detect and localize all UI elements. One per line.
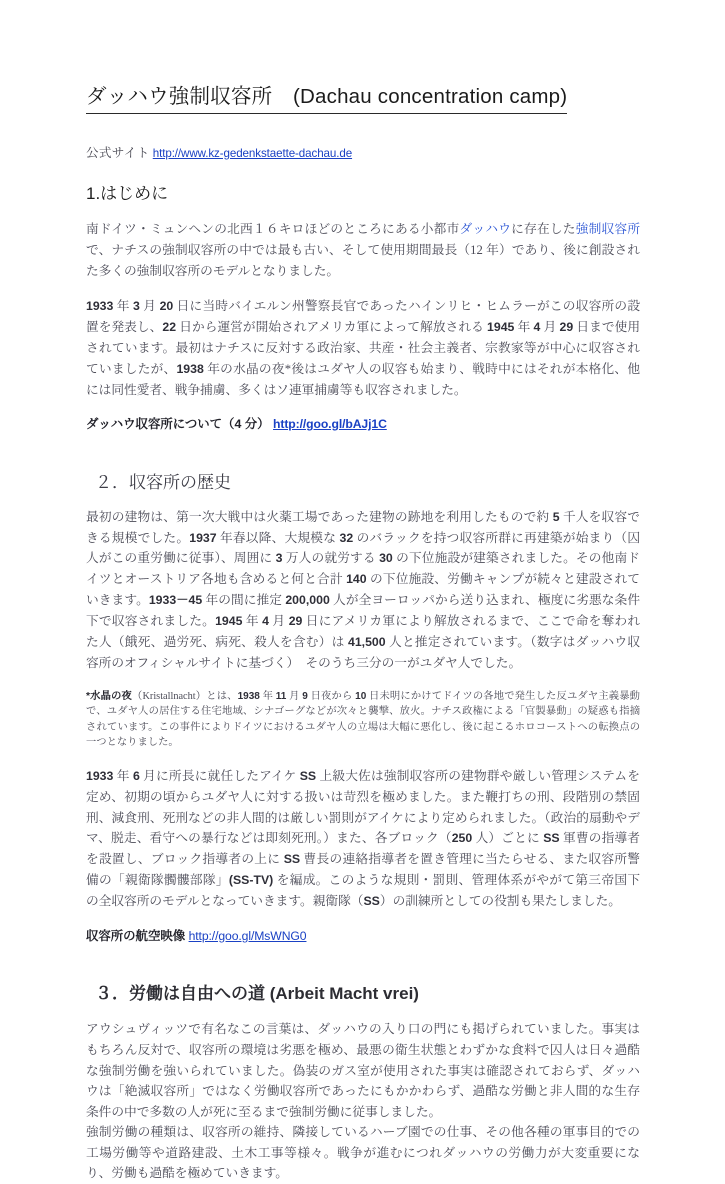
hist-p2-t4: 人）ごとに	[472, 831, 544, 846]
footnote-term: *水晶の夜	[86, 690, 132, 702]
eicke-year-1933: 1933	[86, 769, 114, 784]
hist-p2-t8: ）の訓練所としての役割も果たしました。	[379, 893, 621, 908]
hist-p2-t3: 上級大佐は強制収容所の建物群や厳しい管理システムを定め、初期の頃からユダヤ人に対する扱いは苛烈を極めました。また鞭打ちの刑、段階別の禁固刑、減食刑、死刑などの非人間的は厳しい罰則がアイケにより定められました。（政治的扇動やデマ、脱走、看守への暴行などは即刻死刑。）また、各ブロック（	[86, 769, 640, 846]
intro-paragraph-1	[86, 219, 640, 281]
year-1945-liberation: 1945	[215, 614, 243, 629]
official-site-line	[86, 144, 640, 163]
day-20: 20	[159, 299, 174, 314]
hist-p1-t3: のバラックを持つ収容所群に再建築が始まり（囚人がこの重労働に従事）、周囲に	[86, 530, 641, 566]
intro-p2-t3: 日に当時バイエルン州警察長官であったハインリヒ・ヒムラーがこの収容所の設置を発表し、	[86, 299, 641, 335]
ss-rank-1: SS	[299, 769, 317, 784]
hist-p1-t4: 万人の就労する	[282, 551, 380, 566]
day-22: 22	[162, 320, 177, 335]
intro-p1-text-b: に存在した	[511, 222, 576, 237]
year-1945: 1945	[487, 320, 515, 335]
day-29: 29	[559, 320, 574, 335]
footnote-year-1938: 1938	[237, 690, 260, 702]
hist-p1-t10: 月	[269, 614, 289, 629]
block-size-250: 250	[451, 831, 473, 846]
title-container	[86, 84, 640, 128]
count-5000: 5	[552, 509, 560, 524]
intro-p2-t2: 月	[139, 299, 160, 314]
footnote-t3: 日夜から	[307, 690, 356, 702]
footnote-t2: 月	[286, 690, 303, 702]
month-4: 4	[533, 320, 541, 335]
footnote-t1: 年	[259, 690, 276, 702]
intro-p2-t6: 月	[540, 320, 560, 335]
hist-p2-t7: を編成。このような規則・罰則、管理体系がやがて第三帝国下の全収容所のモデルとなっていきます。親衛隊（	[86, 872, 641, 908]
prisoners-200000: 200,000	[285, 593, 330, 608]
hist-p2-t1: 年	[113, 769, 133, 784]
intro-p2-t4: 日から運営が開始されアメリカ軍によって解放される	[176, 320, 488, 335]
intro-p1-text-a: 南ドイツ・ミュンヘンの北西１６キロほどのところにある小都市	[86, 222, 460, 237]
ss-rank-2: SS	[543, 831, 560, 846]
intro-media-link[interactable]: http://goo.gl/bAJj1C	[273, 417, 387, 432]
hist-p1-t6: の下位施設、労働キャンプが続々と建設されていきます。	[86, 572, 640, 608]
subcamps-140: 140	[346, 572, 367, 587]
hist-p1-t7: 年の間に推定	[202, 593, 286, 608]
hist-p2-t5: 軍曹の指導者を設置し、ブロック指導者の上に	[86, 831, 640, 867]
year-1937: 1937	[189, 530, 217, 545]
concentration-camp-inline-link[interactable]: 強制収容所	[575, 222, 641, 237]
official-site-label: 公式サイト	[86, 145, 150, 160]
intro-media-label: ダッハウ収容所について（4 分）	[86, 417, 270, 432]
footnote-t0: （Kristallnacht）とは、	[132, 690, 238, 702]
history-media-label: 収容所の航空映像	[86, 928, 186, 943]
hist-p1-t12: 人と推定されています。（数字はダッハウ収容所のオフィシャルサイトに基づく） そのうち三分の一がユダヤ人でした。	[86, 635, 641, 670]
footnote-month-11: 11	[275, 690, 287, 702]
month-3: 3	[133, 299, 140, 314]
history-media-line	[86, 927, 640, 946]
intro-paragraph-2	[86, 296, 640, 400]
dachau-inline-link[interactable]: ダッハウ	[459, 222, 512, 237]
footnote-t4: 日未明にかけてドイツの各地で発生した反ユダヤ主義暴動で、ユダヤ人の居住する住宅地域、シナゴーグなどが次々と襲撃、放火。ナチス政権による「官製暴動」の疑惑も指摘されています。この事件によりドイツにおけるユダヤ人の立場は大幅に悪化し、後に起こるホロコーストへの転換点の一つとなりました。	[86, 690, 640, 749]
intro-p2-t1: 年	[113, 299, 134, 314]
intro-p2-t8: 年の水晶の夜*後はユダヤ人の収容も始まり、戦時中にはそれが本格化、他には同性愛者、戦争捕虜、多くはソ連軍捕虜等も収容されました。	[86, 361, 641, 397]
deaths-41500: 41,500	[348, 635, 386, 650]
spacer-after-intro	[86, 448, 640, 472]
footnote-day-9: 9	[302, 690, 308, 702]
intro-media-line	[86, 415, 640, 434]
day-29-liberation: 29	[288, 614, 303, 629]
intro-p2-t7: 日まで使用されています。最初はナチスに反対する政治家、共産・社会主義者、宗教家等が中心に収容されていましたが、	[86, 320, 641, 376]
history-paragraph-1	[86, 507, 640, 674]
subcamps-30: 30	[379, 551, 393, 566]
hist-p1-t1: 千人を収容できる規模でした。	[86, 509, 640, 545]
year-1933: 1933	[86, 299, 114, 314]
heading-intro: 1.はじめに	[86, 183, 169, 203]
hist-p1-t2: 年春以降、大規模な	[216, 530, 340, 545]
month-4-liberation: 4	[262, 614, 269, 629]
workers-3man: 3	[275, 551, 283, 566]
official-site-link[interactable]: http://www.kz-gedenkstaette-dachau.de	[152, 146, 353, 160]
hist-p1-t5: の下位施設が建築されました。その他南ドイツとオーストリア各地も含めると何と合計	[86, 551, 640, 587]
history-media-link[interactable]: http://goo.gl/MsWNG0	[188, 928, 307, 943]
footnote-day-10: 10	[355, 690, 367, 702]
hist-p1-t9: 年	[242, 614, 263, 629]
eicke-month-6: 6	[132, 769, 140, 784]
intro-p2-t5: 年	[514, 320, 534, 335]
year-1938: 1938	[176, 361, 204, 376]
page-title: ダッハウ強制収容所 (Dachau concentration camp)	[86, 84, 567, 114]
hist-p1-t11: 日にアメリカ軍により解放されるまで、ここで命を奪われた人（餓死、過労死、病死、殺人を含む）は	[86, 614, 641, 650]
heading-labour: ３．労働は自由への道 (Arbeit Macht vrei)	[95, 984, 419, 1004]
hist-p2-t2: 月に所長に就任したアイケ	[139, 769, 300, 784]
labour-paragraph-2: 強制労働の種類は、収容所の維持、隣接しているハーブ園での仕事、その他各種の軍事目的での工場労働等や道路建設、土木工事等様々。戦争が進むにつれダッハウの労働力が大変重要になり、労働も過酷を極めていきます。	[86, 1125, 640, 1181]
spacer-after-history	[86, 959, 640, 983]
hist-p1-t8: 人が全ヨーロッパから送り込まれ、極度に劣悪な条件下で収容されました。	[86, 593, 641, 629]
years-1933-45: 1933－45	[148, 593, 203, 608]
ss-abbrev-final: SS	[363, 893, 380, 908]
ss-rank-3: SS	[283, 852, 301, 867]
kristallnacht-footnote	[86, 689, 640, 752]
heading-history: ２．収容所の歴史	[95, 472, 231, 492]
ss-tv-abbrev: (SS-TV)	[228, 872, 274, 887]
intro-p1-text-c: で、ナチスの強制収容所の中では最も古い、そして使用期間最長（12 年）であり、後に創設された多くの強制収容所のモデルとなりました。	[86, 243, 640, 278]
labour-paragraph-1: アウシュヴィッツで有名なこの言葉は、ダッハウの入り口の門にも掲げられていました。事実はもちろん反対で、収容所の環境は劣悪を極め、最悪の衛生状態とわずかな食料で囚人は日々過酷な強制労働を強いられていました。偽装のガス室が使用された事実は確認されておらず、ダッハウは「絶滅収容所」ではなく労働収容所であったにもかかわらず、過酷な労働と非人間的な生存条件の中で多数の人が死に至るまで強制労働に従事しました。	[86, 1022, 640, 1119]
hist-p1-t0: 最初の建物は、第一次大戦中は火薬工場であった建物の跡地を利用したもので約	[86, 509, 553, 524]
barracks-32: 32	[339, 530, 354, 545]
history-paragraph-2	[86, 766, 640, 912]
hist-p2-t6: 曹長の連絡指導者を置き管理に当たらせる、また収容所警備の「親衛隊髑髏部隊」	[86, 852, 640, 887]
